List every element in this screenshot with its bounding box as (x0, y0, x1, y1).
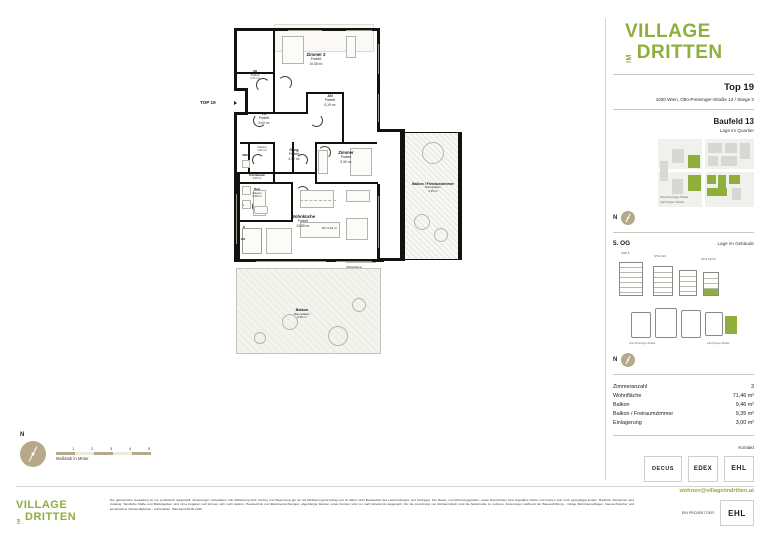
dimension-drain: Abfluss/Rinne (346, 266, 363, 269)
brand-im: IM (15, 517, 21, 524)
room-name: Bad (254, 187, 260, 191)
compass-site (621, 353, 635, 367)
partner-logos (613, 456, 754, 482)
room-name: K (242, 225, 246, 229)
footer (16, 492, 754, 535)
room-label-balkon (280, 308, 324, 320)
scale-caption: Maßstab in Meter (56, 455, 89, 461)
room-name: VR (261, 112, 267, 116)
door-arc-wc (252, 154, 264, 166)
room-area: 2,00 m² (252, 177, 262, 181)
room-name: GS (240, 237, 246, 241)
room-label-zimmer2 (292, 52, 340, 66)
area-key: Balkon / Freiraumzimmer (613, 411, 674, 418)
furniture-bathtub (254, 206, 268, 214)
unit-title: Top 19 (724, 82, 754, 93)
balkon-wall-right (458, 132, 462, 260)
wall-int-3 (273, 72, 275, 114)
wall-left-upper (234, 28, 237, 88)
room-floor: Fliesen (257, 144, 267, 149)
room-floor: Parkett (288, 152, 300, 157)
door-arc-an (310, 114, 323, 127)
info-panel (613, 18, 754, 501)
room-name: Wohnküche (290, 214, 316, 219)
area-value: 3 (751, 383, 754, 390)
balcony-plant-3 (434, 228, 448, 242)
floor-title: 5. OG (613, 240, 631, 247)
entrance-arrow-icon (234, 101, 237, 105)
dimension-room-height: RH 2,64 m (322, 226, 337, 230)
north-label-quarter: N (613, 215, 618, 221)
room-floor: Parkett (340, 155, 352, 160)
area-key: Zimmeranzahl (613, 383, 648, 390)
terrace-plant-2 (328, 326, 348, 346)
room-name: AN (327, 94, 333, 98)
footer-projekt-label: EIN PROJEKT DER (681, 511, 714, 515)
footer-divider (16, 486, 754, 487)
baufeld-title: Baufeld 13 (713, 117, 754, 126)
door-arc-zimmer2 (278, 76, 292, 90)
room-floor: Parkett (324, 98, 336, 103)
unit-section (613, 75, 754, 109)
footer-disclaimer: Die gärtnerische Gestaltung ist nur symbolisch dargestellt. Änderungen vorbehalten. Die Möblierung (inkl. Küche) und Begrünung gilt nur als Möblierungsvorschlag und ist daher nicht Bestandteil des Lieferumfanges und Vertrages. Die Raum- und Wohnungsgrößen, sowie Raumhöhen sind ungefähre Werte und können sich noch geringfügig ändern. Bauliche Toleranzen sind zulässig. Sämtliche Maße und Maßangaben sind circa Angaben und können sich noch ändern. Haustechnik und Elektroeinrichtungen, abgehängte Decken sowie Fenster sind nur nach Erledernis dargestellt. Für die Anordnung von Einbaumöbeln sind die Naturmaße zu nehmen. Änderungen während der Bauausführung - infolge Behördenauflagen, haustechnischer und konstruktiver Notwendigkeiten - vorbehalten. Planstand 06.02.2026 (110, 498, 634, 511)
floor-plan (196, 14, 596, 434)
wall-int-5 (306, 92, 308, 114)
area-key: Einlagerung (613, 420, 642, 427)
baufeld-section (613, 110, 754, 232)
room-floor: Parkett (250, 72, 260, 77)
wall-int-1 (273, 28, 275, 74)
room-name: Balkon (295, 308, 309, 312)
scale-bar (56, 446, 164, 460)
brand-logo-footer (16, 492, 100, 523)
elevation-label-2: STG 12/14 (701, 257, 716, 261)
room-area: 5,63 m² (258, 120, 270, 125)
room-area: 2,71 m² (250, 76, 260, 81)
footer-ehl-logo: EHL (720, 500, 754, 526)
room-label-balkon-freiraumzimmer (408, 182, 458, 194)
room-name: WM (242, 153, 248, 157)
area-row (613, 400, 754, 409)
partner-logo-ehl: EHL (724, 456, 754, 482)
plan-top-marker: TOP 19 (200, 100, 216, 105)
room-label-technikraum (240, 174, 274, 181)
furniture-armchair (346, 218, 368, 240)
room-label-zimmer (322, 150, 370, 164)
window-right-2 (378, 94, 379, 122)
furniture-storage (266, 228, 292, 254)
room-label-gang (278, 148, 310, 161)
room-label-gs (236, 238, 250, 242)
partner-logo-edex: EDEX (688, 456, 718, 482)
building-elevation (619, 252, 731, 296)
scale-tick: 3 (110, 446, 113, 451)
contact-email[interactable]: wohnen@villageimdritten.at (679, 487, 754, 494)
brand-im: IM (625, 54, 633, 63)
quarter-map (658, 139, 754, 207)
contact-label: Kontakt (738, 444, 754, 450)
furniture-sideboard (346, 190, 370, 202)
furniture-dining-table (300, 190, 334, 208)
room-name: Zimmer (338, 150, 354, 155)
elevation-label-0: ASP 5 (621, 251, 630, 255)
room-floor: Parkett (310, 57, 322, 62)
baufeld-subtitle: Lage im Quartier (719, 128, 754, 133)
floor-subtitle: Lage im Gebäude (717, 241, 754, 246)
window-bottom-1 (256, 261, 326, 262)
window-top-2 (346, 30, 372, 31)
area-value: 3,00 m² (735, 420, 754, 427)
room-label-wm (238, 154, 252, 158)
room-name: Technikraum (249, 174, 265, 177)
panel-divider (605, 18, 606, 480)
scale-tick: 2 (91, 446, 94, 451)
balcony-plant-2 (414, 214, 430, 230)
guide-line-1 (300, 200, 336, 201)
floor-section (613, 233, 754, 374)
partner-logo-decus: DECUS (644, 456, 682, 482)
wall-int-8 (315, 142, 377, 144)
room-area: 9,35 m² (428, 189, 438, 193)
scale-tick: 5 (148, 446, 151, 451)
room-label-wc (248, 142, 276, 153)
brand-line1: VILLAGE (16, 499, 68, 511)
furniture-wardrobe-zimmer2 (346, 36, 356, 58)
room-area: 10,08 m² (309, 61, 323, 66)
brand-line2: DRITTEN (636, 42, 723, 63)
room-name: Balkon / Freiraumzimmer (412, 182, 454, 186)
wall-right-bottom (377, 258, 405, 261)
room-area: 1,61 m² (257, 148, 267, 153)
area-row (613, 419, 754, 428)
area-value: 71,46 m² (732, 392, 754, 399)
window-top (288, 30, 322, 31)
furniture-wm (242, 160, 250, 168)
quarter-label-0: Otto-Preminger-Straße (660, 195, 689, 199)
brand-line2: DRITTEN (25, 511, 77, 523)
wall-entry-left (245, 88, 248, 112)
area-row (613, 410, 754, 419)
area-row (613, 382, 754, 391)
room-label-bad (244, 188, 270, 199)
room-area: 5,08 m² (252, 194, 262, 199)
brand-line1: VILLAGE (625, 21, 711, 42)
compass-quarter (621, 211, 635, 225)
room-area: 5,19 m² (324, 102, 336, 107)
room-name: Zimmer 2 (306, 52, 326, 57)
room-name: Gang (289, 148, 299, 152)
balcony-plant-1 (422, 142, 444, 164)
north-label-main: N (20, 432, 25, 438)
window-right-1 (378, 44, 379, 74)
dimension-leader (346, 262, 376, 263)
room-label-vr (248, 112, 280, 125)
room-name: AR (252, 69, 258, 73)
site-plan (629, 304, 749, 350)
compass-main (20, 441, 46, 467)
area-key: Balkon (613, 401, 630, 408)
site-label-1: Karl-Popper-Straße (707, 342, 730, 345)
terrace-plant-4 (352, 298, 366, 312)
room-name: WC (259, 141, 265, 145)
room-floor: Betonplatten (425, 185, 441, 190)
room-floor: Fliesen (252, 190, 262, 195)
area-value: 9,35 m² (735, 411, 754, 418)
room-area: 9,46 m² (297, 315, 307, 320)
area-row (613, 391, 754, 400)
room-floor: Parkett (258, 116, 270, 121)
room-area: 4,00 m² (288, 156, 300, 161)
room-label-an (314, 94, 346, 107)
terrace-plant-3 (254, 332, 266, 344)
room-floor: Parkett (297, 219, 309, 224)
area-table (613, 375, 754, 435)
elevation-label-1: STG 123 (654, 254, 667, 258)
wall-int-9 (315, 142, 317, 184)
wall-int-13 (240, 182, 292, 184)
area-value: 9,46 m² (735, 401, 754, 408)
site-label-0: Otto-Preminger-Straße (629, 342, 656, 345)
room-area: 24,80 m² (296, 223, 310, 228)
window-left-1 (236, 194, 237, 244)
scale-tick: 1 (72, 446, 75, 451)
north-label-site: N (613, 357, 618, 363)
window-right-3 (378, 196, 379, 248)
room-label-ar (240, 70, 270, 81)
quarter-label-1: Karl-Popper-Straße (660, 200, 685, 204)
room-area: 9,30 m² (340, 159, 352, 164)
scale-tick: 4 (129, 446, 132, 451)
room-floor: Betonplatten (294, 311, 310, 316)
area-key: Wohnfläche (613, 392, 642, 399)
unit-address: 1030 Wien, Otto-Preminger-Straße 12 / Stiege 2 (655, 97, 754, 102)
room-label-k (238, 226, 250, 230)
scale-group (20, 432, 200, 482)
wall-int-17 (315, 182, 378, 184)
